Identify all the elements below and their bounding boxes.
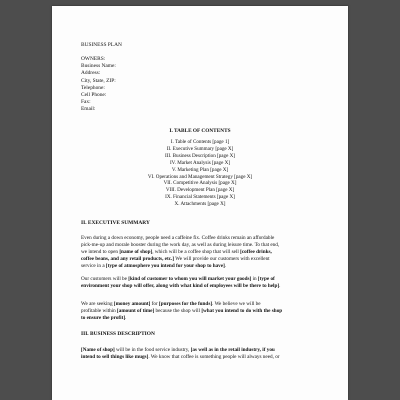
body-text: Our customers will be bbox=[81, 276, 129, 282]
placeholder-text: [name of shop] bbox=[119, 249, 153, 256]
business-description-paragraph-1 bbox=[81, 347, 317, 361]
document-page bbox=[52, 6, 348, 400]
placeholder-text: [type of bbox=[257, 276, 275, 282]
body-text: we intend to open bbox=[81, 249, 120, 256]
body-text: will be in the food service industry, bbox=[114, 347, 191, 353]
paragraph-line bbox=[81, 242, 317, 249]
paragraph-line bbox=[81, 283, 317, 290]
executive-summary-paragraph-1 bbox=[81, 235, 317, 270]
body-text: , which will be a coffee shop that will sell bbox=[152, 249, 241, 256]
toc-entry: V. Marketing Plan [page X] bbox=[171, 166, 229, 173]
toc-entry: VI. Operations and Management Strategy [page X] bbox=[147, 173, 253, 180]
paragraph-line bbox=[81, 347, 317, 354]
paragraph-line bbox=[81, 354, 317, 361]
toc-entry: IV. Market Analysis [page X] bbox=[169, 159, 231, 166]
body-text: . bbox=[125, 315, 127, 322]
placeholder-text: [money amount] bbox=[113, 301, 151, 307]
executive-summary-heading: II. EXECUTIVE SUMMARY bbox=[81, 220, 150, 226]
body-text: . bbox=[279, 283, 281, 290]
body-text: . We believe we will be bbox=[212, 301, 261, 307]
body-text: . bbox=[224, 263, 227, 270]
placeholder-text: to ensure the profit] bbox=[81, 315, 126, 322]
paragraph-line bbox=[81, 249, 317, 256]
contact-field-label: Email: bbox=[81, 106, 96, 113]
toc-entry: VIII. Development Plan [page X] bbox=[165, 187, 235, 194]
executive-summary-paragraph-3 bbox=[81, 301, 317, 322]
placeholder-text: [coffee drinks, bbox=[240, 249, 272, 256]
paragraph-line bbox=[81, 256, 317, 263]
placeholder-text: [amount of time] bbox=[117, 308, 155, 315]
contact-field-label: Cell Phone: bbox=[81, 91, 107, 98]
body-text: profitable within bbox=[81, 308, 118, 315]
contact-field-label: Address: bbox=[81, 70, 101, 77]
body-text: because the shop will bbox=[154, 308, 202, 315]
body-text: We are seeking bbox=[81, 301, 114, 307]
toc-entry: X. Attachments [page X] bbox=[174, 201, 226, 208]
contact-field-label: Fax: bbox=[81, 99, 91, 106]
business-description-heading: III. BUSINESS DESCRIPTION bbox=[81, 331, 155, 337]
executive-summary-paragraph-2 bbox=[81, 276, 317, 290]
paragraph-line bbox=[81, 301, 317, 308]
placeholder-text: intend to sell things like mugs] bbox=[81, 354, 149, 361]
placeholder-text: [as well as in the retail industry, if you bbox=[190, 347, 275, 353]
placeholder-text: [Name of shop] bbox=[81, 347, 115, 353]
paragraph-line bbox=[81, 235, 317, 242]
contact-field-label: OWNERS: bbox=[81, 56, 106, 62]
contact-fields bbox=[81, 56, 116, 114]
placeholder-text: [kind of customer to whom you will market your goods] bbox=[128, 276, 252, 282]
toc-entry: I. Table of Contents [page 1] bbox=[170, 139, 230, 145]
document-title: BUSINESS PLAN bbox=[81, 42, 122, 48]
body-text: for bbox=[150, 301, 159, 307]
paragraph-line bbox=[81, 308, 317, 315]
placeholder-text: environment your shop will offer, along with what kind of employees will be there to help] bbox=[81, 283, 280, 290]
paragraph-line bbox=[81, 315, 317, 322]
placeholder-text: [type of atmosphere you intend for your shop to have] bbox=[105, 263, 225, 270]
toc-entry: II. Executive Summary [page X] bbox=[166, 145, 234, 152]
body-text: service in a bbox=[81, 263, 106, 270]
contact-field-label: Telephone: bbox=[81, 84, 105, 91]
toc-entry: IX. Financial Statements [page X] bbox=[165, 194, 235, 201]
contact-field-label: Business Name: bbox=[81, 63, 116, 70]
body-text: . We know that coffee is something people will always need, or bbox=[148, 354, 280, 361]
paragraph-line bbox=[81, 263, 317, 270]
contact-field-label: City, State, ZIP: bbox=[81, 77, 116, 84]
placeholder-text: [purposes for the funds] bbox=[158, 301, 213, 307]
body-text: We will provide our customers with excellent bbox=[174, 256, 270, 263]
toc-heading: I. TABLE OF CONTENTS bbox=[169, 128, 231, 134]
body-text: in bbox=[251, 276, 258, 282]
body-text: Even during a down economy, people need a caffeine fix. Coffee drinks remain an affordable bbox=[81, 235, 275, 241]
body-text: pick-me-up and morale booster during the work day, as well as during leisure time. To that end, bbox=[81, 242, 280, 249]
toc-entry: VII. Competitive Analysis [page X] bbox=[163, 180, 237, 187]
placeholder-text: coffee beans, and any retail products, etc.] bbox=[81, 256, 175, 263]
placeholder-text: [what you intend to do with the shop bbox=[201, 308, 283, 315]
toc-entry: III. Business Description [page X] bbox=[164, 152, 236, 159]
paragraph-line bbox=[81, 276, 317, 283]
